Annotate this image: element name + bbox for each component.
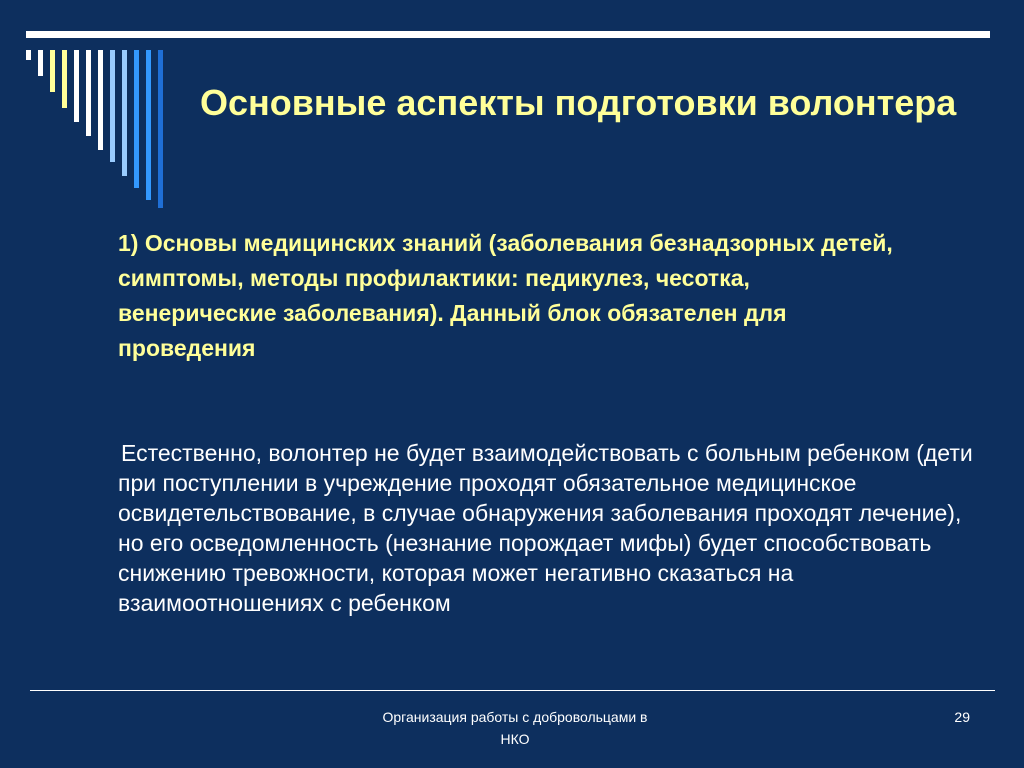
stripe (122, 50, 127, 176)
stripe (98, 50, 103, 150)
stripe (110, 50, 115, 162)
stripe (26, 50, 31, 60)
top-rule (26, 31, 990, 38)
stripe (74, 50, 79, 122)
stripe (50, 50, 55, 92)
bullet-point-1: 1) Основы медицинских знаний (заболевания безнадзорных детей, симптомы, методы профилактики: педикулез, чесотка, венерические заболевания). Данный блок обязателен для проведения (118, 230, 893, 361)
stripe (158, 50, 163, 208)
footer-divider (30, 690, 995, 691)
footer-caption: Организация работы с добровольцами в НКО (382, 709, 648, 747)
body-paragraph: Естественно, волонтер не будет взаимодействовать с больным ребенком (дети при поступлении в учреждение проходят обязательное медицинское освидетельствование, в случае обнаружения заболевания проходят лечение), но его осведомленность (незнание порождает мифы) будет способствовать снижению тревожности, которая может негативно сказаться на взаимоотношениях с ребенком (118, 440, 973, 616)
stripe (86, 50, 91, 136)
decorative-stripes (26, 50, 176, 210)
stripe (38, 50, 43, 76)
page-number: 29 (954, 709, 970, 725)
stripe (134, 50, 139, 188)
slide-title: Основные аспекты подготовки волонтера (200, 82, 957, 123)
stripe (146, 50, 151, 200)
stripe (62, 50, 67, 108)
